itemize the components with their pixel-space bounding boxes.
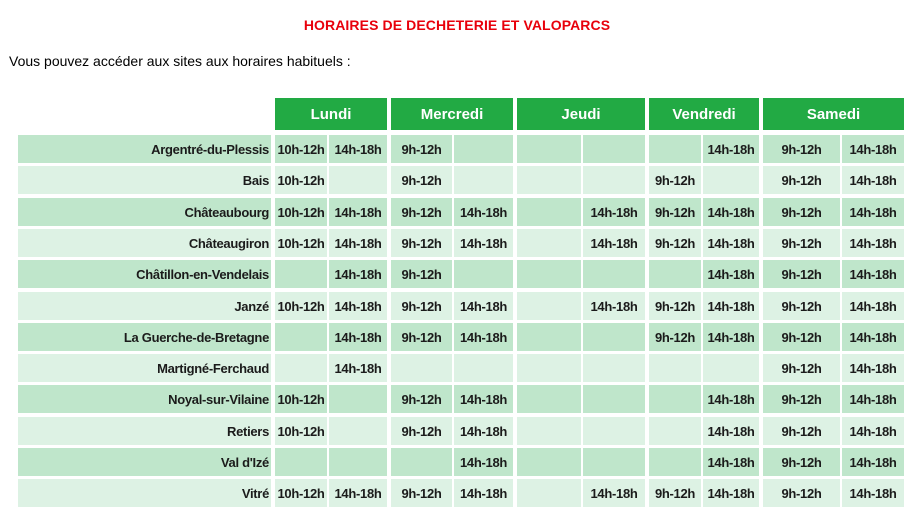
time-slot: 10h-12h — [275, 417, 327, 445]
time-slot — [275, 323, 327, 351]
time-slot: 14h-18h — [454, 229, 513, 257]
time-slot — [583, 260, 645, 288]
time-slot: 14h-18h — [583, 229, 645, 257]
site-name: Châtillon-en-Vendelais — [18, 260, 271, 288]
header-samedi: Samedi — [763, 98, 904, 130]
table-row — [0, 198, 904, 226]
site-name: Châteaubourg — [18, 198, 271, 226]
time-slot: 9h-12h — [763, 166, 840, 194]
time-slot — [454, 135, 513, 163]
time-slot — [583, 448, 645, 476]
time-slot — [275, 354, 327, 382]
time-slot: 9h-12h — [391, 198, 452, 226]
time-slot — [649, 417, 701, 445]
time-slot: 9h-12h — [391, 417, 452, 445]
time-slot: 14h-18h — [842, 229, 904, 257]
time-slot: 14h-18h — [703, 260, 759, 288]
time-slot — [703, 166, 759, 194]
time-slot: 14h-18h — [842, 323, 904, 351]
time-slot — [649, 354, 701, 382]
time-slot: 10h-12h — [275, 479, 327, 507]
time-slot — [454, 354, 513, 382]
time-slot: 14h-18h — [842, 417, 904, 445]
time-slot: 10h-12h — [275, 292, 327, 320]
time-slot: 9h-12h — [649, 479, 701, 507]
page-title: HORAIRES DE DECHETERIE ET VALOPARCS — [303, 17, 611, 33]
time-slot — [583, 417, 645, 445]
intro-text: Vous pouvez accéder aux sites aux horaires habituels : — [9, 53, 351, 69]
time-slot: 10h-12h — [275, 229, 327, 257]
time-slot: 9h-12h — [649, 292, 701, 320]
table-row — [0, 354, 904, 382]
time-slot: 14h-18h — [703, 229, 759, 257]
site-name: Bais — [18, 166, 271, 194]
time-slot: 14h-18h — [454, 292, 513, 320]
site-name: Noyal-sur-Vilaine — [18, 385, 271, 413]
time-slot: 9h-12h — [649, 198, 701, 226]
time-slot — [517, 166, 581, 194]
time-slot: 9h-12h — [649, 166, 701, 194]
time-slot — [454, 166, 513, 194]
table-row — [0, 292, 904, 320]
time-slot: 14h-18h — [329, 135, 387, 163]
time-slot — [703, 354, 759, 382]
time-slot — [517, 260, 581, 288]
table-row — [0, 448, 904, 476]
time-slot: 14h-18h — [454, 448, 513, 476]
time-slot: 14h-18h — [703, 417, 759, 445]
site-name: Argentré-du-Plessis — [18, 135, 271, 163]
time-slot: 9h-12h — [763, 417, 840, 445]
time-slot: 14h-18h — [703, 385, 759, 413]
time-slot: 9h-12h — [649, 323, 701, 351]
site-name: Châteaugiron — [18, 229, 271, 257]
time-slot — [275, 448, 327, 476]
time-slot — [391, 354, 452, 382]
table-row — [0, 260, 904, 288]
time-slot: 9h-12h — [763, 229, 840, 257]
time-slot — [649, 448, 701, 476]
site-name: La Guerche-de-Bretagne — [18, 323, 271, 351]
time-slot — [517, 479, 581, 507]
time-slot: 14h-18h — [703, 198, 759, 226]
time-slot: 14h-18h — [703, 323, 759, 351]
time-slot: 9h-12h — [763, 385, 840, 413]
header-mercredi: Mercredi — [391, 98, 513, 130]
time-slot — [517, 417, 581, 445]
time-slot: 9h-12h — [649, 229, 701, 257]
time-slot — [329, 417, 387, 445]
time-slot — [583, 385, 645, 413]
time-slot: 9h-12h — [391, 323, 452, 351]
site-name: Val d'Izé — [18, 448, 271, 476]
time-slot — [517, 385, 581, 413]
table-row — [0, 166, 904, 194]
time-slot: 14h-18h — [842, 166, 904, 194]
time-slot — [275, 260, 327, 288]
time-slot: 14h-18h — [842, 354, 904, 382]
time-slot: 14h-18h — [329, 354, 387, 382]
site-name: Vitré — [18, 479, 271, 507]
time-slot: 9h-12h — [763, 135, 840, 163]
time-slot: 14h-18h — [703, 448, 759, 476]
header-jeudi: Jeudi — [517, 98, 645, 130]
time-slot — [329, 166, 387, 194]
time-slot — [517, 448, 581, 476]
time-slot: 14h-18h — [454, 385, 513, 413]
time-slot — [649, 260, 701, 288]
time-slot: 14h-18h — [842, 448, 904, 476]
time-slot: 14h-18h — [454, 479, 513, 507]
site-name: Janzé — [18, 292, 271, 320]
time-slot: 14h-18h — [842, 385, 904, 413]
time-slot: 14h-18h — [329, 260, 387, 288]
time-slot: 10h-12h — [275, 198, 327, 226]
table-row — [0, 417, 904, 445]
time-slot: 9h-12h — [763, 479, 840, 507]
time-slot: 9h-12h — [391, 385, 452, 413]
time-slot: 14h-18h — [842, 292, 904, 320]
time-slot: 14h-18h — [454, 417, 513, 445]
time-slot — [583, 354, 645, 382]
table-row — [0, 323, 904, 351]
time-slot — [649, 385, 701, 413]
time-slot: 14h-18h — [842, 479, 904, 507]
time-slot: 9h-12h — [391, 135, 452, 163]
time-slot: 9h-12h — [763, 260, 840, 288]
time-slot — [517, 323, 581, 351]
time-slot: 9h-12h — [391, 260, 452, 288]
time-slot: 9h-12h — [763, 354, 840, 382]
time-slot: 10h-12h — [275, 166, 327, 194]
time-slot — [583, 135, 645, 163]
time-slot: 10h-12h — [275, 135, 327, 163]
time-slot: 9h-12h — [391, 479, 452, 507]
time-slot: 14h-18h — [703, 479, 759, 507]
time-slot — [583, 323, 645, 351]
time-slot: 14h-18h — [583, 198, 645, 226]
time-slot: 9h-12h — [763, 448, 840, 476]
time-slot: 9h-12h — [391, 292, 452, 320]
time-slot — [391, 448, 452, 476]
time-slot: 9h-12h — [763, 323, 840, 351]
time-slot — [329, 385, 387, 413]
time-slot: 14h-18h — [842, 135, 904, 163]
time-slot: 14h-18h — [842, 260, 904, 288]
header-vendredi: Vendredi — [649, 98, 759, 130]
time-slot — [329, 448, 387, 476]
time-slot: 14h-18h — [329, 229, 387, 257]
time-slot: 9h-12h — [763, 292, 840, 320]
header-lundi: Lundi — [275, 98, 387, 130]
table-row — [0, 135, 904, 163]
time-slot: 14h-18h — [454, 323, 513, 351]
time-slot — [517, 229, 581, 257]
time-slot: 14h-18h — [842, 198, 904, 226]
time-slot: 14h-18h — [703, 135, 759, 163]
time-slot: 9h-12h — [391, 229, 452, 257]
time-slot: 14h-18h — [703, 292, 759, 320]
time-slot — [454, 260, 513, 288]
site-name: Martigné-Ferchaud — [18, 354, 271, 382]
time-slot: 14h-18h — [583, 292, 645, 320]
time-slot — [517, 135, 581, 163]
time-slot — [517, 354, 581, 382]
time-slot: 14h-18h — [329, 292, 387, 320]
time-slot: 14h-18h — [583, 479, 645, 507]
time-slot: 9h-12h — [763, 198, 840, 226]
table-row — [0, 229, 904, 257]
time-slot — [517, 198, 581, 226]
table-row — [0, 479, 904, 507]
site-name: Retiers — [18, 417, 271, 445]
time-slot: 14h-18h — [329, 198, 387, 226]
time-slot: 14h-18h — [329, 479, 387, 507]
time-slot — [517, 292, 581, 320]
time-slot: 9h-12h — [391, 166, 452, 194]
time-slot: 14h-18h — [454, 198, 513, 226]
table-row — [0, 385, 904, 413]
time-slot — [649, 135, 701, 163]
time-slot: 14h-18h — [329, 323, 387, 351]
time-slot — [583, 166, 645, 194]
time-slot: 10h-12h — [275, 385, 327, 413]
